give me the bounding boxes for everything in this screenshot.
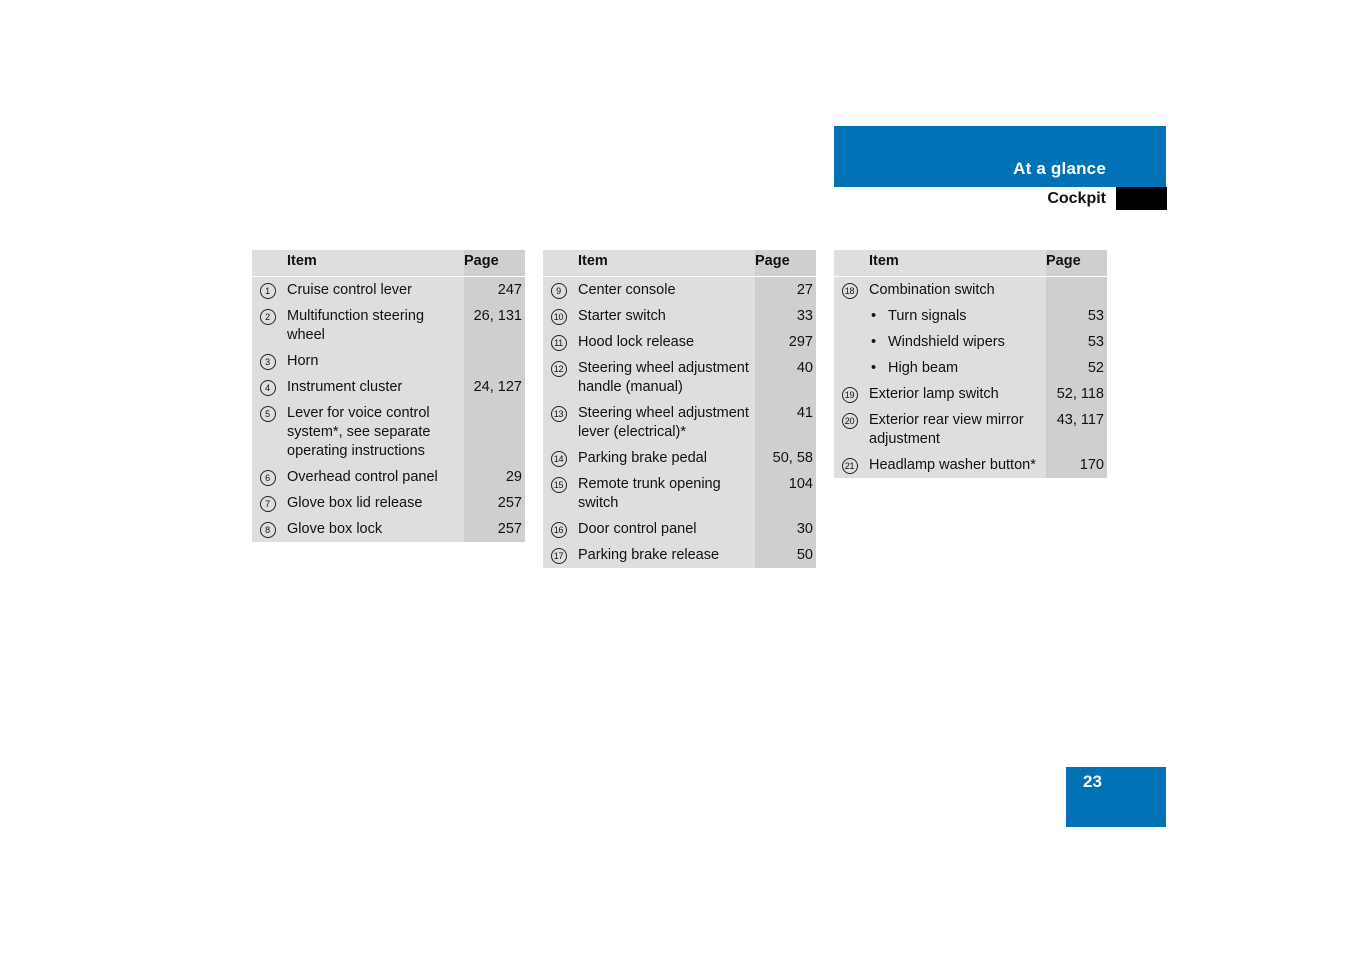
page-ref: 29 (464, 464, 525, 490)
section-header-box (834, 126, 1166, 187)
item-number-badge: 13 (551, 406, 567, 422)
table-subrow (834, 329, 1107, 355)
item-label: Glove box lock (283, 516, 464, 542)
table-row (252, 277, 525, 304)
item-number-badge: 2 (260, 309, 276, 325)
item-number-badge: 14 (551, 451, 567, 467)
page-ref: 170 (1046, 452, 1107, 478)
item-label: Multifunction steering wheel (283, 303, 464, 348)
cockpit-table-2 (543, 250, 816, 568)
item-label: Remote trunk opening switch (574, 471, 755, 516)
num-header (834, 250, 865, 277)
page-ref: 247 (464, 277, 525, 304)
item-label: Glove box lid release (283, 490, 464, 516)
item-label: Combination switch (865, 277, 1046, 304)
table-row (543, 542, 816, 568)
item-header: Item (865, 250, 1046, 277)
item-label: Parking brake pedal (574, 445, 755, 471)
page-header: Page (1046, 250, 1107, 277)
page-header: Page (755, 250, 816, 277)
item-label: Steering wheel adjustment handle (manual) (574, 355, 755, 400)
num-header (252, 250, 283, 277)
table-row (834, 381, 1107, 407)
page-ref: 27 (755, 277, 816, 304)
item-label: Exterior lamp switch (865, 381, 1046, 407)
item-number-badge: 11 (551, 335, 567, 351)
subsection-title: Cockpit (1047, 190, 1106, 207)
item-number-badge: 12 (551, 361, 567, 377)
page-ref: 40 (755, 355, 816, 400)
table-row (543, 516, 816, 542)
item-number-badge: 10 (551, 309, 567, 325)
item-number-badge: 21 (842, 458, 858, 474)
page-ref: 43, 117 (1046, 407, 1107, 452)
item-number-badge: 16 (551, 522, 567, 538)
page-ref: 52, 118 (1046, 381, 1107, 407)
item-label: Headlamp washer button* (865, 452, 1046, 478)
item-label: Instrument cluster (283, 374, 464, 400)
cockpit-table-3 (834, 250, 1107, 478)
item-number-badge: 20 (842, 413, 858, 429)
item-label: High beam (888, 360, 959, 376)
page-ref: 297 (755, 329, 816, 355)
item-label: Lever for voice control system*, see separate operating instructions (283, 400, 464, 464)
page-ref: 52 (1046, 355, 1107, 381)
item-number-badge: 5 (260, 406, 276, 422)
page-header: Page (464, 250, 525, 277)
item-label: Cruise control lever (283, 277, 464, 304)
item-number-badge: 3 (260, 354, 276, 370)
page-ref: 53 (1046, 303, 1107, 329)
item-number-badge: 19 (842, 387, 858, 403)
item-label: Steering wheel adjustment lever (electrical)* (574, 400, 755, 445)
table-row (834, 277, 1107, 304)
item-number-badge: 1 (260, 283, 276, 299)
cockpit-table-1 (252, 250, 525, 542)
page-ref: 50 (755, 542, 816, 568)
page-number: 23 (1083, 772, 1102, 791)
item-number-badge: 9 (551, 283, 567, 299)
table-row (543, 400, 816, 445)
table-row (252, 516, 525, 542)
bullet-icon: • (871, 334, 877, 350)
item-number-badge: 18 (842, 283, 858, 299)
item-number-badge: 15 (551, 477, 567, 493)
item-number-badge: 7 (260, 496, 276, 512)
page-ref: 26, 131 (464, 303, 525, 348)
item-label: Parking brake release (574, 542, 755, 568)
item-header: Item (574, 250, 755, 277)
page-number-box (1066, 767, 1166, 827)
table-row (834, 407, 1107, 452)
page-ref: 33 (755, 303, 816, 329)
table-header-row (252, 250, 525, 277)
page-ref (464, 400, 525, 464)
table-subrow (834, 303, 1107, 329)
item-number-badge: 17 (551, 548, 567, 564)
page-ref: 41 (755, 400, 816, 445)
item-label: Center console (574, 277, 755, 304)
item-label: Exterior rear view mirror adjustment (865, 407, 1046, 452)
page-ref: 53 (1046, 329, 1107, 355)
page-ref: 257 (464, 516, 525, 542)
page-ref (1046, 277, 1107, 304)
item-label: Turn signals (888, 308, 967, 324)
table-row (543, 445, 816, 471)
table-row (252, 374, 525, 400)
item-header: Item (283, 250, 464, 277)
table-row (252, 303, 525, 348)
table-header-row (834, 250, 1107, 277)
item-label: Overhead control panel (283, 464, 464, 490)
item-label: Horn (283, 348, 464, 374)
table-row (543, 355, 816, 400)
page-ref: 30 (755, 516, 816, 542)
num-header (543, 250, 574, 277)
page-ref: 24, 127 (464, 374, 525, 400)
table-subrow (834, 355, 1107, 381)
table-header-row (543, 250, 816, 277)
item-label: Door control panel (574, 516, 755, 542)
item-number-badge: 4 (260, 380, 276, 396)
page-ref: 104 (755, 471, 816, 516)
section-tab-marker (1116, 187, 1167, 210)
item-label: Starter switch (574, 303, 755, 329)
table-row (543, 471, 816, 516)
item-number-badge: 6 (260, 470, 276, 486)
item-number-badge: 8 (260, 522, 276, 538)
table-row (543, 303, 816, 329)
table-row (252, 490, 525, 516)
table-row (543, 277, 816, 304)
item-label: Hood lock release (574, 329, 755, 355)
page-ref (464, 348, 525, 374)
table-row (252, 400, 525, 464)
table-row (252, 348, 525, 374)
table-row (834, 452, 1107, 478)
bullet-icon: • (871, 360, 877, 376)
bullet-icon: • (871, 308, 877, 324)
table-row (252, 464, 525, 490)
section-title: At a glance (1013, 159, 1106, 178)
page-ref: 50, 58 (755, 445, 816, 471)
table-row (543, 329, 816, 355)
page-ref: 257 (464, 490, 525, 516)
item-label: Windshield wipers (888, 334, 1005, 350)
